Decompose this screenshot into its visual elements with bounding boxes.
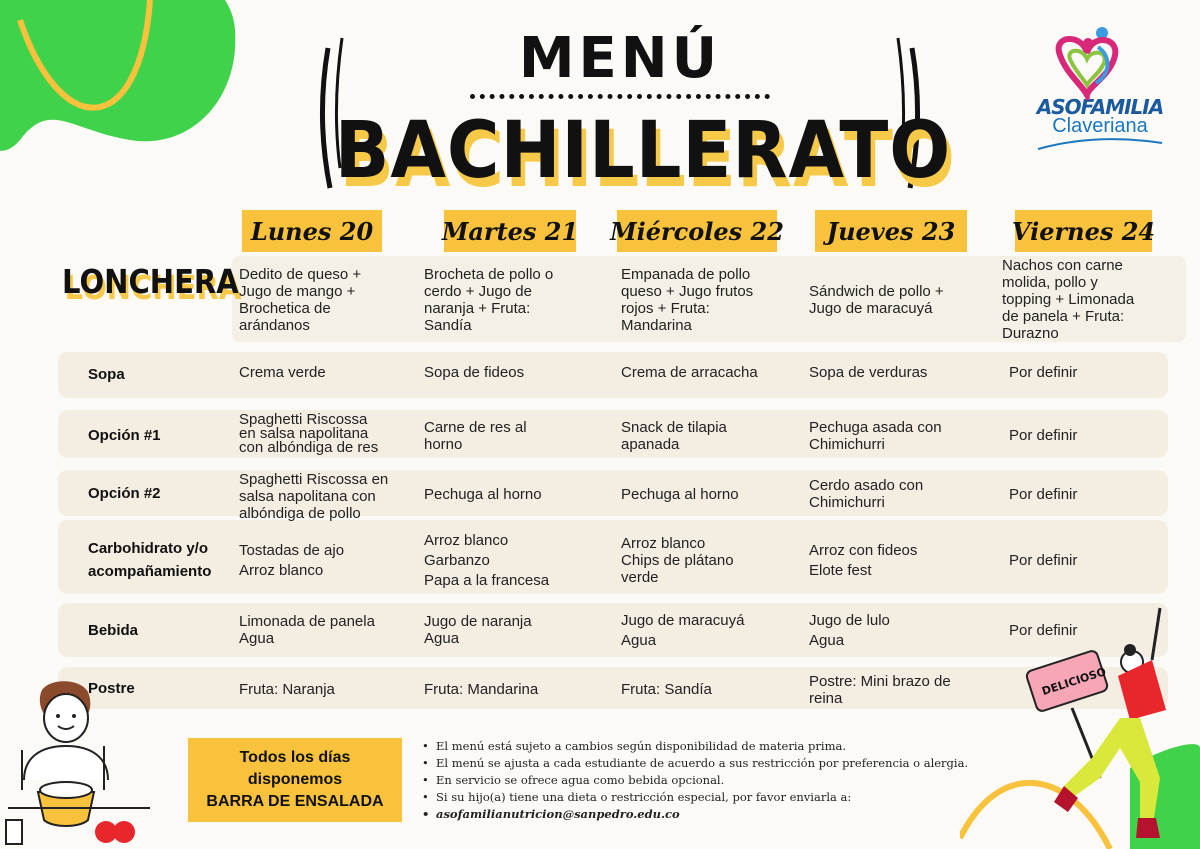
row-label-postre: Postre <box>88 680 135 697</box>
row-label-sopa: Sopa <box>88 366 125 383</box>
asofamilia-logo <box>1030 25 1170 155</box>
cell-opcion1-jueves: Pechuga asada con Chimichurri <box>809 419 942 453</box>
cell-opcion2-miercoles: Pechuga al horno <box>621 486 739 503</box>
green-blob-decoration <box>0 0 240 180</box>
sign-delicioso: DELICIOSO <box>1040 665 1108 698</box>
day-header-miercoles: Miércoles 22 <box>617 210 777 252</box>
day-header-jueves: Jueves 23 <box>815 210 967 252</box>
cell-postre-miercoles: Fruta: Sandía <box>621 681 712 698</box>
cell-bebida-lunes: Limonada de panela Agua <box>239 613 375 647</box>
title-dots-divider <box>470 94 770 99</box>
cell-sopa-viernes: Por definir <box>1009 364 1078 381</box>
girl-with-sign-illustration <box>960 598 1200 849</box>
cell-opcion1-lunes: Spaghetti Riscossa en salsa napolitana con albóndiga de res <box>239 411 379 456</box>
cell-opcion1-viernes: Por definir <box>1009 427 1078 444</box>
cell-carbo-lunes: Tostadas de ajo Arroz blanco <box>239 542 345 579</box>
cell-postre-martes: Fruta: Mandarina <box>424 681 539 698</box>
day-header-martes: Martes 21 <box>444 210 576 252</box>
cell-sopa-miercoles: Crema de arracacha <box>621 364 758 381</box>
cell-bebida-martes: Jugo de naranja Agua <box>424 613 532 647</box>
cell-carbo-jueves: Arroz con fideos Elote fest <box>809 542 918 579</box>
cell-bebida-jueves: Jugo de lulo Agua <box>809 612 890 649</box>
lonchera-cell-miercoles: Empanada de pollo queso + Jugo frutos rojos + Fruta: Mandarina <box>621 266 754 334</box>
cell-opcion2-lunes: Spaghetti Riscossa en salsa napolitana con albóndiga de pollo <box>239 471 389 522</box>
table-row <box>58 470 1168 516</box>
cell-carbo-martes: Arroz blanco Garbanzo Papa a la francesa <box>424 532 550 589</box>
row-label-opcion-2: Opción #2 <box>88 485 161 502</box>
table-row <box>58 520 1168 594</box>
logo-swoosh-decoration <box>1036 137 1164 151</box>
boy-eating-illustration <box>0 680 165 849</box>
note-item: • En servicio se ofrece agua como bebida opcional. <box>422 772 1022 789</box>
title-bachillerato: BACHILLERATO <box>334 106 952 196</box>
cell-bebida-miercoles: Jugo de maracuyá Agua <box>621 612 745 649</box>
row-label-carbohidrato: Carbohidrato y/o acompañamiento <box>88 540 212 580</box>
row-label-bebida: Bebida <box>88 622 139 639</box>
cell-postre-jueves: Postre: Mini brazo de reina <box>809 673 951 707</box>
cell-bebida-viernes: Por definir <box>1009 622 1078 639</box>
day-header-viernes: Viernes 24 <box>1015 210 1152 252</box>
note-item: • Si su hijo(a) tiene una dieta o restricción especial, por favor enviarla a: <box>422 789 1022 806</box>
cell-carbo-miercoles: Arroz blanco Chips de plátano verde <box>621 535 734 586</box>
cell-sopa-jueves: Sopa de verduras <box>809 364 928 381</box>
logo-text-asofamilia: ASOFAMILIA <box>1036 95 1164 119</box>
table-row <box>58 410 1168 458</box>
cell-opcion1-miercoles: Snack de tilapia apanada <box>621 419 727 453</box>
contact-email[interactable]: • asofamilianutricion@sanpedro.edu.co <box>422 806 1022 823</box>
salad-bar-box: Todos los días disponemos BARRA DE ENSALADA <box>188 738 402 822</box>
cell-postre-lunes: Fruta: Naranja <box>239 681 335 698</box>
cell-opcion2-viernes: Por definir <box>1009 486 1078 503</box>
cell-opcion1-martes: Carne de res al horno <box>424 419 527 453</box>
day-header-lunes: Lunes 20 <box>242 210 382 252</box>
note-item: • El menú se ajusta a cada estudiante de acuerdo a sus restricción por preferencia o alergia. <box>422 755 1022 772</box>
cell-opcion2-jueves: Cerdo asado con Chimichurri <box>809 477 924 511</box>
note-item: • El menú está sujeto a cambios según disponibilidad de materia prima. <box>422 738 1022 755</box>
lonchera-cell-martes: Brocheta de pollo o cerdo + Jugo de naranja + Fruta: Sandía <box>424 266 554 334</box>
table-row <box>58 352 1168 398</box>
row-label-opcion-1: Opción #1 <box>88 427 161 444</box>
cell-sopa-martes: Sopa de fideos <box>424 364 525 381</box>
cell-carbo-viernes: Por definir <box>1009 552 1078 569</box>
family-heart-icon <box>1052 25 1122 100</box>
lonchera-cell-lunes: Dedito de queso + Jugo de mango + Brochetica de arándanos <box>239 266 362 334</box>
title-block <box>310 18 952 196</box>
logo-text-claveriana: Claveriana <box>1052 115 1148 137</box>
cell-sopa-lunes: Crema verde <box>239 364 326 381</box>
notes-list <box>422 738 1022 823</box>
lonchera-cell-viernes: Nachos con carne molida, pollo y topping + Limonada de panela + Fruta: Durazno <box>1002 257 1135 342</box>
lonchera-label: LONCHERA <box>62 262 239 301</box>
lonchera-cell-jueves: Sándwich de pollo + Jugo de maracuyá <box>809 283 944 317</box>
cell-opcion2-martes: Pechuga al horno <box>424 486 542 503</box>
title-menu: MENÚ <box>518 26 722 91</box>
